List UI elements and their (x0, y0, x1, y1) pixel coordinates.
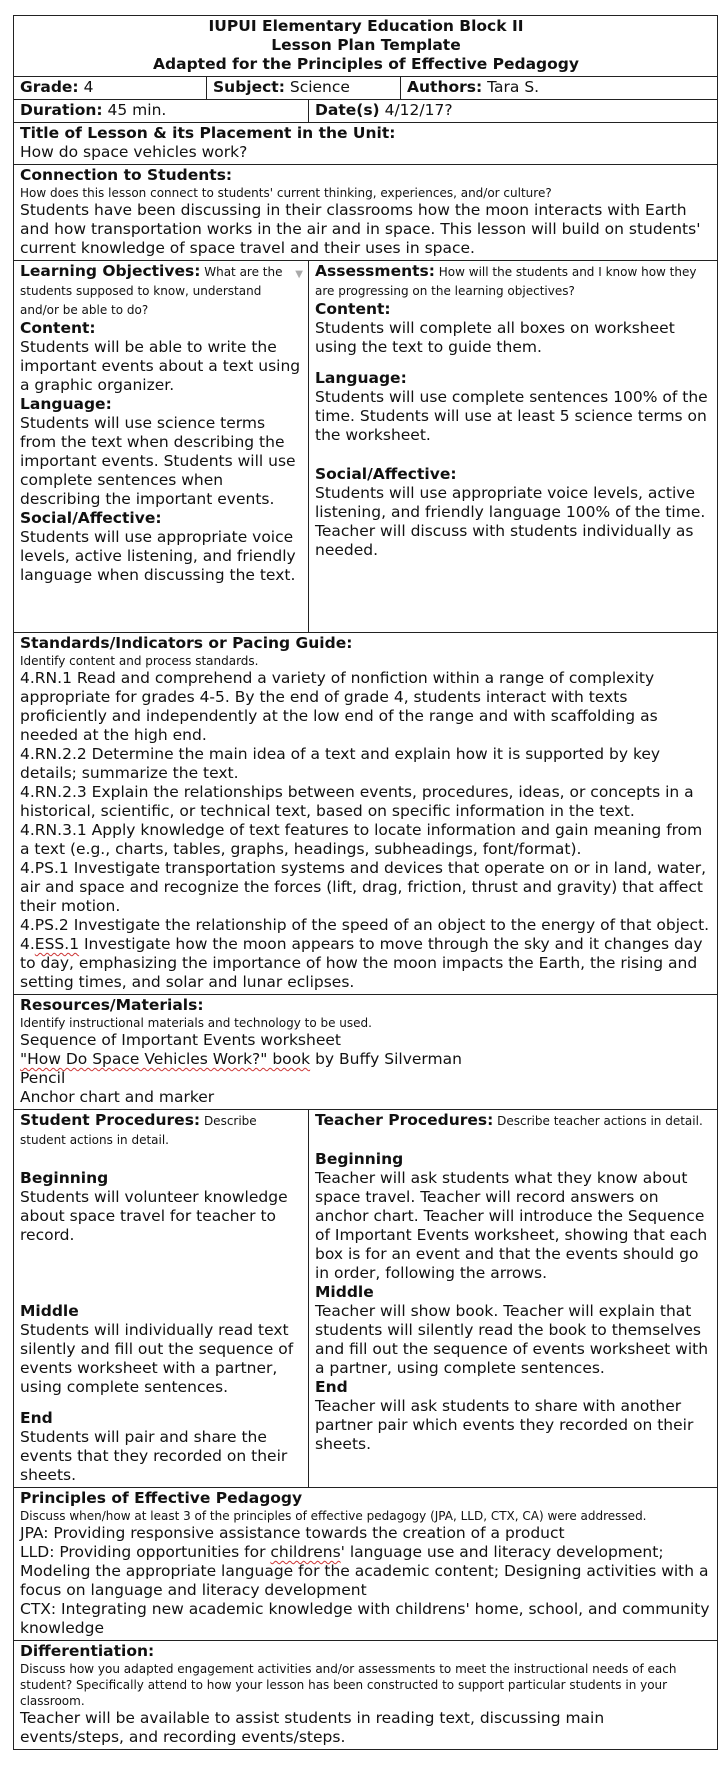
teacher-procedures-label: Teacher Procedures: (315, 1111, 494, 1129)
resources-prompt: Identify instructional materials and technology to be used. (20, 1016, 372, 1030)
authors-cell (401, 77, 718, 100)
assessments-language-label: Language: (315, 369, 407, 387)
teacher-beginning-label: Beginning (315, 1150, 404, 1168)
student-middle-label: Middle (20, 1302, 79, 1320)
standards-cell (14, 633, 718, 995)
teacher-middle-text: Teacher will show book. Teacher will explain that students will silently read the book to themselves and fill out the sequence of events worksheet with a partner, using complete sentences. (315, 1302, 709, 1377)
meta-row-1 (14, 77, 718, 100)
document-header (14, 16, 718, 77)
assessments-social-label: Social/Affective: (315, 465, 457, 483)
title-value: How do space vehicles work? (20, 143, 248, 161)
grade-cell (14, 77, 207, 100)
assessments-prompt: How will the students and I know how they are progressing on the learning objectives? (315, 265, 697, 298)
assessments-cell (309, 261, 718, 633)
dates-label: Date(s) (315, 101, 380, 119)
connection-row (14, 165, 718, 261)
grade-label: Grade: (20, 78, 79, 96)
dates-value: 4/12/17? (379, 101, 453, 119)
header-line-3: Adapted for the Principles of Effective Pedagogy (153, 55, 579, 73)
objectives-prompt: What are the students supposed to know, understand and/or be able to do? (20, 265, 283, 317)
differentiation-label: Differentiation: (20, 1642, 155, 1660)
dates-cell (309, 100, 718, 123)
procedures-row (14, 1110, 718, 1488)
title-row (14, 123, 718, 165)
objectives-social-label: Social/Affective: (20, 509, 162, 527)
standard-item: 4.PS.2 Investigate the relationship of the speed of an object to the energy of that object. (20, 916, 710, 934)
dropdown-arrow-icon[interactable]: ▼ (295, 269, 303, 280)
pedagogy-row (14, 1488, 718, 1641)
authors-label: Authors: (407, 78, 483, 96)
pedagogy-label: Principles of Effective Pedagogy (20, 1489, 303, 1507)
student-procedures-cell (14, 1110, 309, 1488)
student-end-label: End (20, 1409, 53, 1427)
assessments-content-text: Students will complete all boxes on worksheet using the text to guide them. (315, 319, 675, 356)
connection-text: Students have been discussing in their classrooms how the moon interacts with Earth and how transportation works in the air and in space. This lesson will build on students' current knowledge of space travel and their uses in space. (20, 201, 701, 257)
header-line-1: IUPUI Elementary Education Block II (208, 17, 524, 35)
connection-cell (14, 165, 718, 261)
standard-item: 4.RN.2.2 Determine the main idea of a text and explain how it is supported by key details; summarize the text. (20, 745, 661, 782)
lesson-plan-page (13, 15, 717, 1750)
objectives-language-label: Language: (20, 395, 112, 413)
duration-value: 45 min. (102, 101, 167, 119)
student-end-text: Students will pair and share the events that they recorded on their sheets. (20, 1428, 288, 1484)
teacher-end-text: Teacher will ask students to share with another partner pair which events they recorded on their sheets. (315, 1397, 694, 1453)
misspelled-word: childrens (270, 1543, 341, 1561)
differentiation-row (14, 1641, 718, 1750)
resources-row (14, 995, 718, 1110)
connection-prompt: How does this lesson connect to students' current thinking, experiences, and/or culture? (20, 186, 552, 200)
title-label: Title of Lesson & its Placement in the Unit: (20, 124, 396, 142)
pedagogy-lld: LLD: Providing opportunities for childrens' language use and literacy development; Modeling the appropriate language for the academic content; Designing activities with a focus on language and literacy development (20, 1543, 709, 1599)
student-beginning-text: Students will volunteer knowledge about space travel for teacher to record. (20, 1188, 288, 1244)
subject-cell (207, 77, 401, 100)
objectives-language-text: Students will use science terms from the text when describing the important events. Students will use complete sentences when describing the important events. (20, 414, 296, 508)
ess-code: ESS.1 (34, 935, 80, 953)
pedagogy-jpa: JPA: Providing responsive assistance towards the creation of a product (20, 1524, 565, 1542)
objectives-social-text: Students will use appropriate voice levels, active listening, and friendly language when discussing the text. (20, 528, 296, 584)
standard-item: 4.RN.3.1 Apply knowledge of text features to locate information and gain meaning from a text (e.g., charts, tables, graphs, headings, subheadings, font/format). (20, 821, 703, 858)
student-procedures-prompt: Describe student actions in detail. (20, 1114, 257, 1147)
teacher-beginning-text: Teacher will ask students what they know about space travel. Teacher will record answers on anchor chart. Teacher will introduce the Sequence of Important Events worksheet, showing that each box is for an event and that the events should go in order, following the arrows. (315, 1169, 708, 1282)
learning-objectives-cell (14, 261, 309, 633)
teacher-middle-label: Middle (315, 1283, 374, 1301)
standard-item: 4.RN.1 Read and comprehend a variety of nonfiction within a range of complexity appropriate for grades 4-5. By the end of grade 4, students interact with texts proficiently and independently at the low end of the range and with scaffolding as needed at the high end. (20, 669, 658, 744)
header-row (14, 16, 718, 77)
resources-label: Resources/Materials: (20, 996, 204, 1014)
standard-item: 4.PS.1 Investigate transportation systems and devices that operate on or in land, water, air and space and recognize the forces (lift, drag, friction, thrust and gravity) that affect their motion. (20, 859, 707, 915)
assessments-content-label: Content: (315, 300, 391, 318)
teacher-end-label: End (315, 1378, 348, 1396)
objectives-row (14, 261, 718, 633)
pedagogy-ctx: CTX: Integrating new academic knowledge with childrens' home, school, and community knowledge (20, 1600, 710, 1637)
differentiation-text: Teacher will be available to assist students in reading text, discussing main events/steps, and recording events/steps. (20, 1709, 605, 1746)
authors-value: Tara S. (482, 78, 540, 96)
grade-value: 4 (78, 78, 94, 96)
standard-item-ess: 4.ESS.1 Investigate how the moon appears to move through the sky and it changes day to day, emphasizing the importance of how the moon impacts the Earth, the rising and setting times, and solar and lunar eclipses. (20, 935, 703, 991)
resource-item: Pencil (20, 1069, 66, 1087)
meta-row-2 (14, 100, 718, 123)
objectives-content-text: Students will be able to write the important events about a text using a graphic organizer. (20, 338, 301, 394)
lesson-plan-table (13, 15, 718, 1750)
standards-prompt: Identify content and process standards. (20, 654, 259, 668)
connection-label: Connection to Students: (20, 166, 233, 184)
resource-item-book: "How Do Space Vehicles Work?" book by Buffy Silverman (20, 1050, 462, 1068)
standards-row (14, 633, 718, 995)
assessments-language-text: Students will use complete sentences 100% of the time. Students will use at least 5 science terms on the worksheet. (315, 388, 708, 444)
header-line-2: Lesson Plan Template (271, 36, 461, 54)
pedagogy-prompt: Discuss when/how at least 3 of the principles of effective pedagogy (JPA, LLD, CTX, CA) were addressed. (20, 1509, 647, 1523)
student-beginning-label: Beginning (20, 1169, 109, 1187)
resources-cell (14, 995, 718, 1110)
differentiation-prompt: Discuss how you adapted engagement activities and/or assessments to meet the instructional needs of each student? Specifically attend to how your lesson has been constructed to support particular students in your classroom. (20, 1662, 677, 1708)
duration-cell (14, 100, 309, 123)
student-procedures-label: Student Procedures: (20, 1111, 201, 1129)
teacher-procedures-cell (309, 1110, 718, 1488)
subject-value: Science (284, 78, 350, 96)
assessments-label: Assessments: (315, 262, 435, 280)
objectives-label: Learning Objectives: (20, 262, 201, 280)
title-cell (14, 123, 718, 165)
book-title: "How Do Space Vehicles Work?" book (20, 1050, 311, 1068)
assessments-social-text: Students will use appropriate voice levels, active listening, and friendly language 100% of the time. Teacher will discuss with students individually as needed. (315, 484, 706, 559)
standards-label: Standards/Indicators or Pacing Guide: (20, 634, 353, 652)
teacher-procedures-prompt: Describe teacher actions in detail. (493, 1114, 703, 1128)
pedagogy-cell (14, 1488, 718, 1641)
resource-item: Anchor chart and marker (20, 1088, 215, 1106)
objectives-content-label: Content: (20, 319, 96, 337)
standard-item: 4.RN.2.3 Explain the relationships between events, procedures, ideas, or concepts in a historical, scientific, or technical text, based on specific information in the text. (20, 783, 694, 820)
differentiation-cell (14, 1641, 718, 1750)
subject-label: Subject: (213, 78, 285, 96)
resource-item: Sequence of Important Events worksheet (20, 1031, 341, 1049)
duration-label: Duration: (20, 101, 103, 119)
student-middle-text: Students will individually read text silently and fill out the sequence of events worksheet with a partner, using complete sentences. (20, 1321, 294, 1396)
